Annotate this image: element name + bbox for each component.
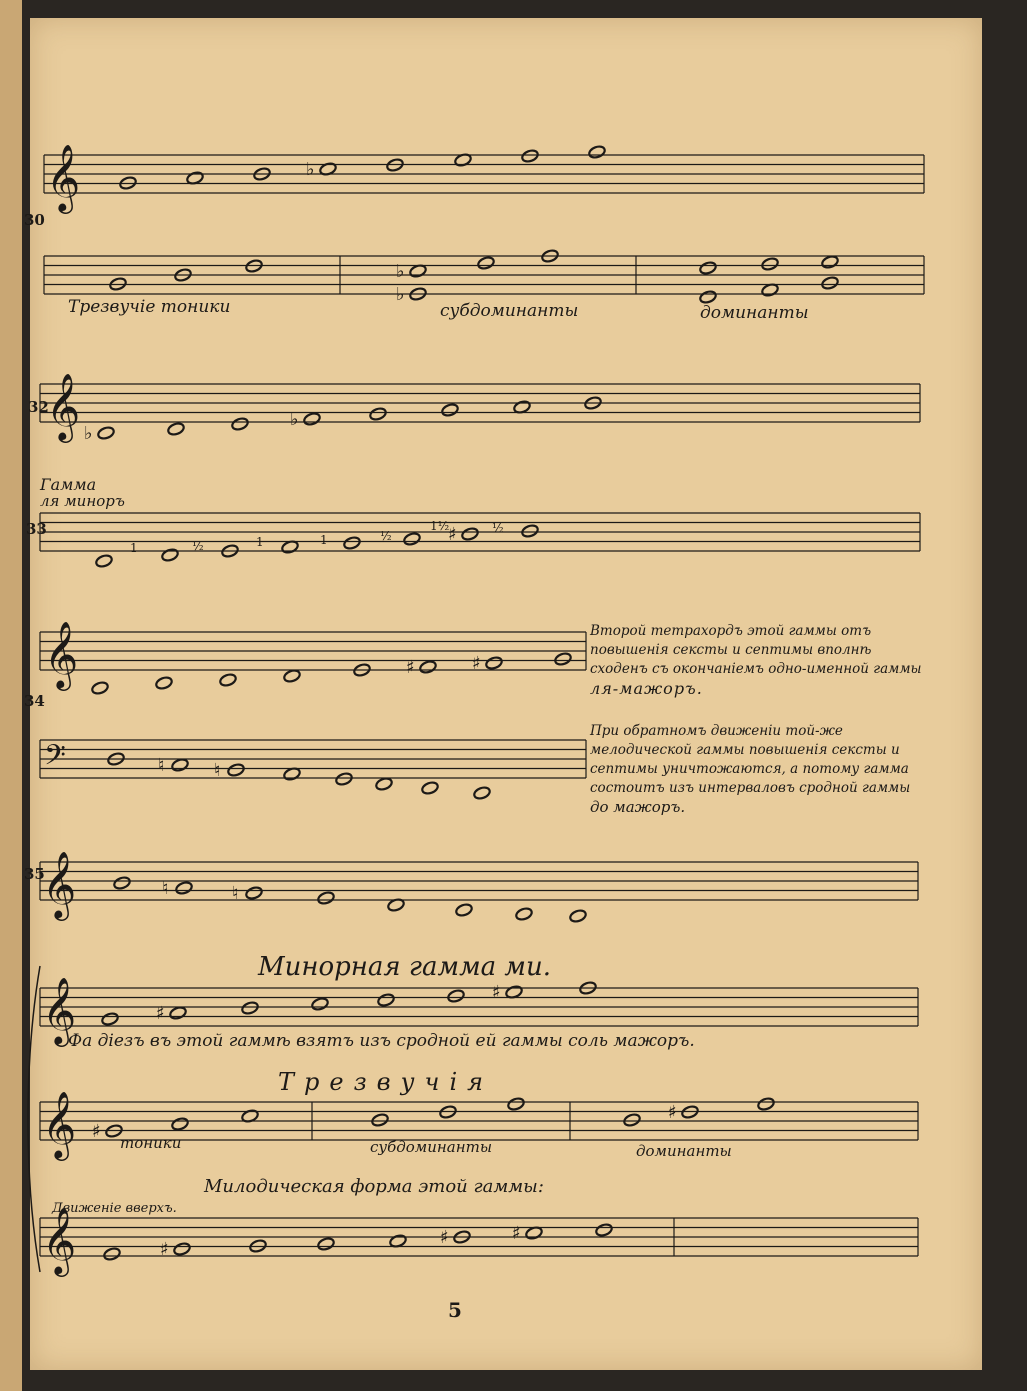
flat-icon: ♭ [396,261,405,282]
whole-note-icon [317,891,335,906]
whole-note-icon [419,660,437,675]
natural-icon: ♮ [214,760,221,781]
whole-note-icon [485,656,503,671]
bass-clef-icon: 𝄢 [44,739,66,779]
whole-note-icon [461,527,479,542]
interval-label: ½ [192,539,204,553]
triad-tonic-label: Трезвучіе тоники [68,297,231,317]
melodic-form-title: Милодическая форма этой гаммы: [204,1176,544,1197]
treble-clef-icon: 𝄞 [42,1206,77,1274]
treble-clef-icon: 𝄞 [42,1090,77,1158]
whole-note-icon [377,993,395,1008]
whole-note-icon [473,786,491,801]
natural-icon: ♮ [162,878,169,899]
flat-icon: ♭ [396,284,405,305]
whole-note-icon [821,276,839,291]
whole-note-icon [521,524,539,539]
exercise-number-35: 35 [24,865,45,883]
whole-note-icon [371,1113,389,1128]
sharp-icon: ♯ [448,524,457,545]
staff-a-minor-melodic-down [40,740,586,778]
whole-note-icon [369,407,387,422]
whole-note-icon [447,989,465,1004]
whole-note-icon [623,1113,641,1128]
sharp-icon: ♯ [472,653,481,674]
staff-a-minor-melodic-up [40,632,586,670]
whole-note-icon [375,777,393,792]
treble-clef-icon: 𝄞 [46,372,81,440]
whole-note-icon [283,669,301,684]
triad-dominant-label: доминанты [700,303,809,323]
whole-note-icon [317,1237,335,1252]
staff-e-minor-melodic [40,1218,918,1256]
whole-note-icon [507,1097,525,1112]
sharp-icon: ♯ [668,1102,677,1123]
whole-note-icon [441,403,459,418]
flat-icon: ♭ [306,159,315,180]
whole-note-icon [113,876,131,891]
treble-clef-icon: 𝄞 [42,976,77,1044]
minor-e-title: Минорная гамма ми. [258,952,551,982]
staff-a-minor-scale [40,513,920,551]
whole-note-icon [335,772,353,787]
whole-note-icon [761,257,779,272]
whole-note-icon [421,781,439,796]
whole-note-icon [569,909,587,924]
exercise-number-33: 33 [26,520,47,538]
whole-note-icon [588,145,606,160]
sharp-icon: ♯ [492,982,501,1003]
whole-note-icon [757,1097,775,1112]
whole-note-icon [91,681,109,696]
treble-clef-icon: 𝄞 [42,850,77,918]
whole-note-icon [227,763,245,778]
triad-e-tonic-label: тоники [120,1134,182,1152]
whole-note-icon [97,426,115,441]
flat-icon: ♭ [290,409,299,430]
treble-clef-icon: 𝄞 [44,620,79,688]
whole-note-icon [699,261,717,276]
whole-note-icon [173,1242,191,1257]
whole-note-icon [311,997,329,1012]
flat-icon: ♭ [84,423,93,444]
whole-note-icon [155,676,173,691]
whole-note-icon [515,907,533,922]
interval-label: 1 [130,541,138,555]
movement-up-label: Движеніе вверхъ. [52,1201,177,1216]
sharp-icon: ♯ [156,1003,165,1024]
note-reverse-movement: При обратномъ движеніи той-же мелодической гаммы повышенія сексты и септимы уничтожаются, а потому гамма состоитъ изъ интерваловъ сродной гаммы до мажоръ. [590,723,911,816]
whole-note-icon [595,1223,613,1238]
whole-note-icon [219,673,237,688]
whole-note-icon [455,903,473,918]
sharp-icon: ♯ [512,1223,521,1244]
system-brace [28,966,40,1272]
scale-title-line2: ля миноръ [40,492,125,510]
whole-note-icon [161,548,179,563]
whole-note-icon [167,422,185,437]
whole-note-icon [171,1117,189,1132]
staff-e-minor-scale [40,988,918,1026]
triad-e-dominant-label: доминанты [636,1142,732,1160]
exercise-number-30: 30 [24,211,45,229]
natural-icon: ♮ [232,883,239,904]
natural-icon: ♮ [158,755,165,776]
sharp-icon: ♯ [440,1227,449,1248]
sharp-icon: ♯ [160,1239,169,1260]
fa-sharp-note: Фа діезъ въ этой гаммѣ взятъ изъ сродной ей гаммы соль мажоръ. [68,1031,695,1051]
whole-note-icon [343,536,361,551]
interval-label: ½ [380,529,392,543]
note-second-tetrachord: Второй тетрахордъ этой гаммы отъ повышенія сексты и септимы вполнѣ сходенъ съ окончаніемъ одно-именной гаммы ля-мажоръ. [590,623,922,698]
sharp-icon: ♯ [92,1121,101,1142]
whole-note-icon [169,1006,187,1021]
staff-ex35 [40,862,918,900]
whole-note-icon [175,881,193,896]
interval-label: 1½ [430,519,450,533]
whole-note-icon [245,886,263,901]
whole-note-icon [303,412,321,427]
whole-note-icon [171,758,189,773]
exercise-number-34: 34 [24,692,45,710]
whole-note-icon [231,417,249,432]
triads-e-title: Трезвучія [278,1068,494,1096]
whole-note-icon [241,1001,259,1016]
whole-note-icon [95,554,113,569]
whole-note-icon [554,652,572,667]
sharp-icon: ♯ [406,657,415,678]
triad-subdominant-label: субдоминанты [440,301,579,321]
whole-note-icon [103,1247,121,1262]
interval-label: 1 [320,533,328,547]
whole-note-icon [403,532,421,547]
whole-note-icon [521,149,539,164]
whole-note-icon [477,256,495,271]
exercise-number-32: 32 [28,398,49,416]
triad-e-subdominant-label: субдоминанты [370,1138,493,1156]
whole-note-icon [101,1012,119,1027]
page-number: 5 [448,1298,462,1322]
staff-ex32 [40,384,920,422]
treble-clef-icon: 𝄞 [46,143,81,211]
whole-note-icon [821,255,839,270]
staff-f-major-scale [44,155,924,193]
interval-label: 1 [256,535,264,549]
scale-title-line1: Гамма [40,475,97,494]
interval-label: ½ [492,521,504,535]
